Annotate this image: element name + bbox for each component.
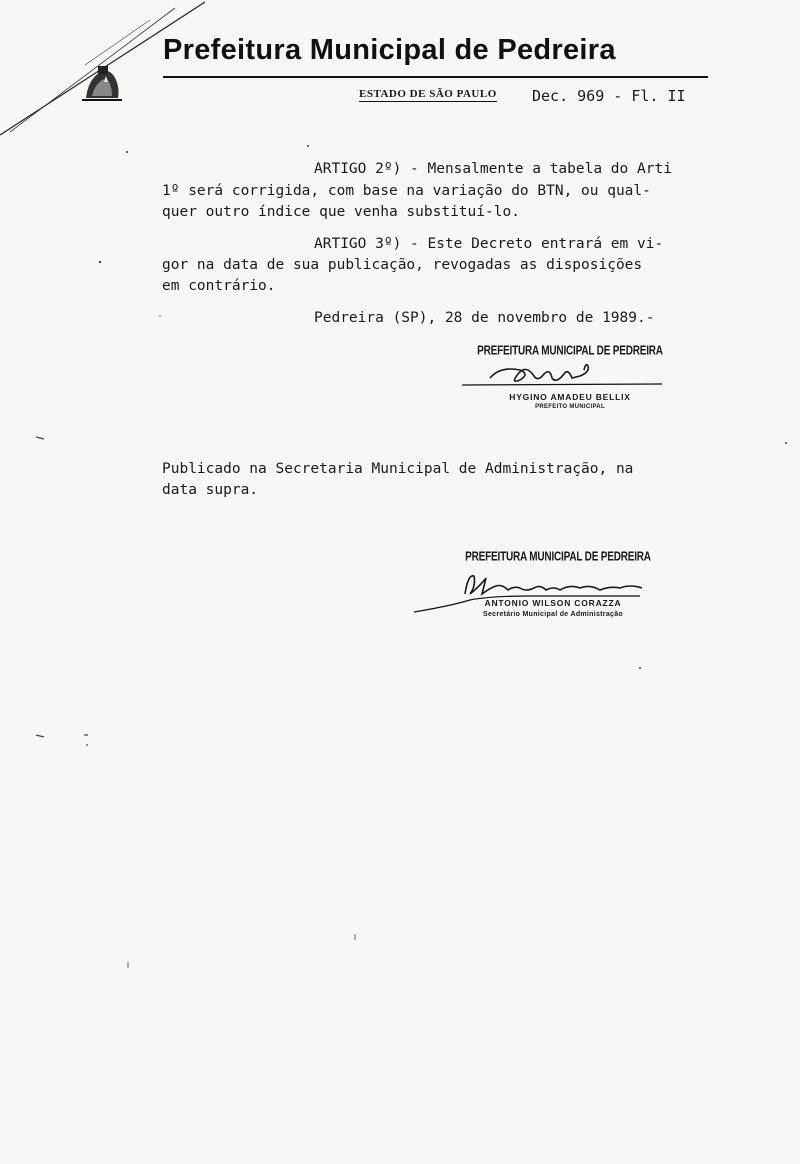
date-line: Pedreira (SP), 28 de novembro de 1989.-: [314, 310, 655, 326]
signatory-role: Secretário Municipal de Administração: [483, 611, 623, 618]
artigo3-line-2: gor na data de sua publicação, revogadas as disposições: [162, 257, 643, 273]
publication-line-1: Publicado na Secretaria Municipal de Administração, na: [162, 461, 634, 477]
artigo2-line-2: 1º será corrigida, com base na variação do BTN, ou qual-: [162, 183, 651, 199]
artigo2-line-1: ARTIGO 2º) - Mensalmente a tabela do Arti: [314, 161, 672, 177]
artigo2-line-3: quer outro índice que venha substituí-lo.: [162, 204, 520, 220]
signatory-role: PREFEITO MUNICIPAL: [535, 404, 605, 410]
state-label: ESTADO DE SÃO PAULO: [359, 88, 497, 100]
signatory-name: ANTONIO WILSON CORAZZA: [484, 598, 622, 608]
artigo3-line-3: em contrário.: [162, 278, 276, 294]
artigo3-line-1: ARTIGO 3º) - Este Decreto entrará em vi-: [314, 236, 664, 252]
decree-reference: Dec. 969 - Fl. II: [532, 87, 686, 105]
page-title: Prefeitura Municipal de Pedreira: [163, 34, 616, 66]
publication-line-2: data supra.: [162, 482, 259, 498]
signature-org: PREFEITURA MUNICIPAL DE PEDREIRA: [477, 344, 663, 359]
signatory-name: HYGINO AMADEU BELLIX: [509, 392, 631, 402]
signature-org: PREFEITURA MUNICIPAL DE PEDREIRA: [465, 550, 651, 565]
